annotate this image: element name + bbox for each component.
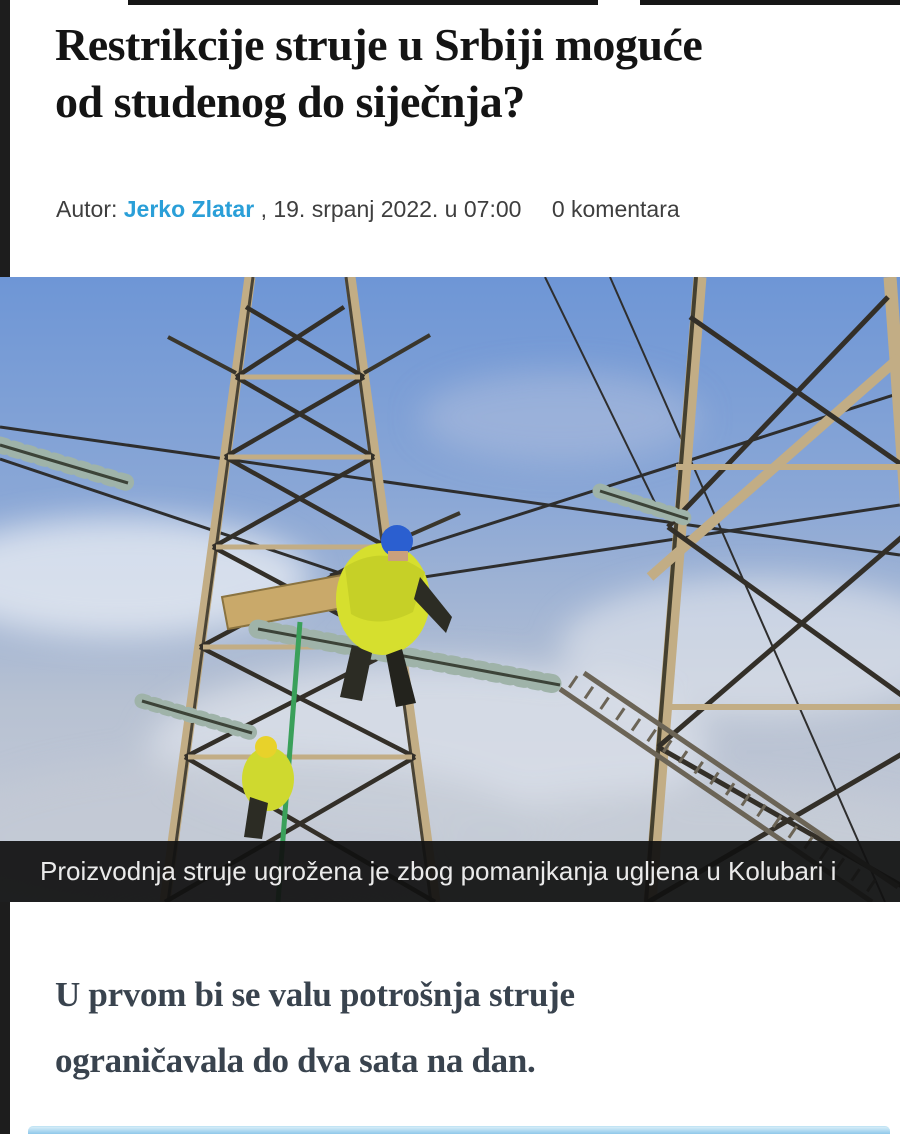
- article-title-line1: Restrikcije struje u Srbiji moguće: [55, 19, 703, 70]
- top-cropped-bar-right: [640, 0, 900, 5]
- article-lead-line2: ograničavala do dva sata na dan.: [55, 1041, 536, 1080]
- article-title: [55, 16, 855, 130]
- article-lead: [55, 962, 815, 1094]
- article-title-line2: od studenog do siječnja?: [55, 76, 525, 127]
- author-link[interactable]: Jerko Zlatar: [123, 196, 255, 222]
- byline-prefix: Autor:: [56, 196, 118, 222]
- article-photo: [0, 277, 900, 902]
- comments-link[interactable]: 0 komentara: [551, 196, 680, 222]
- byline-date: , 19. srpanj 2022. u 07:00: [260, 196, 522, 222]
- photo-caption: Proizvodnja struje ugrožena je zbog pomanjkanja ugljena u Kolubari i: [0, 841, 900, 902]
- photo-illustration: [0, 277, 900, 902]
- top-cropped-bar-left: [128, 0, 598, 5]
- article-lead-line1: U prvom bi se valu potrošnja struje: [55, 975, 575, 1014]
- cropped-blue-element[interactable]: [28, 1126, 890, 1134]
- byline: [56, 196, 856, 223]
